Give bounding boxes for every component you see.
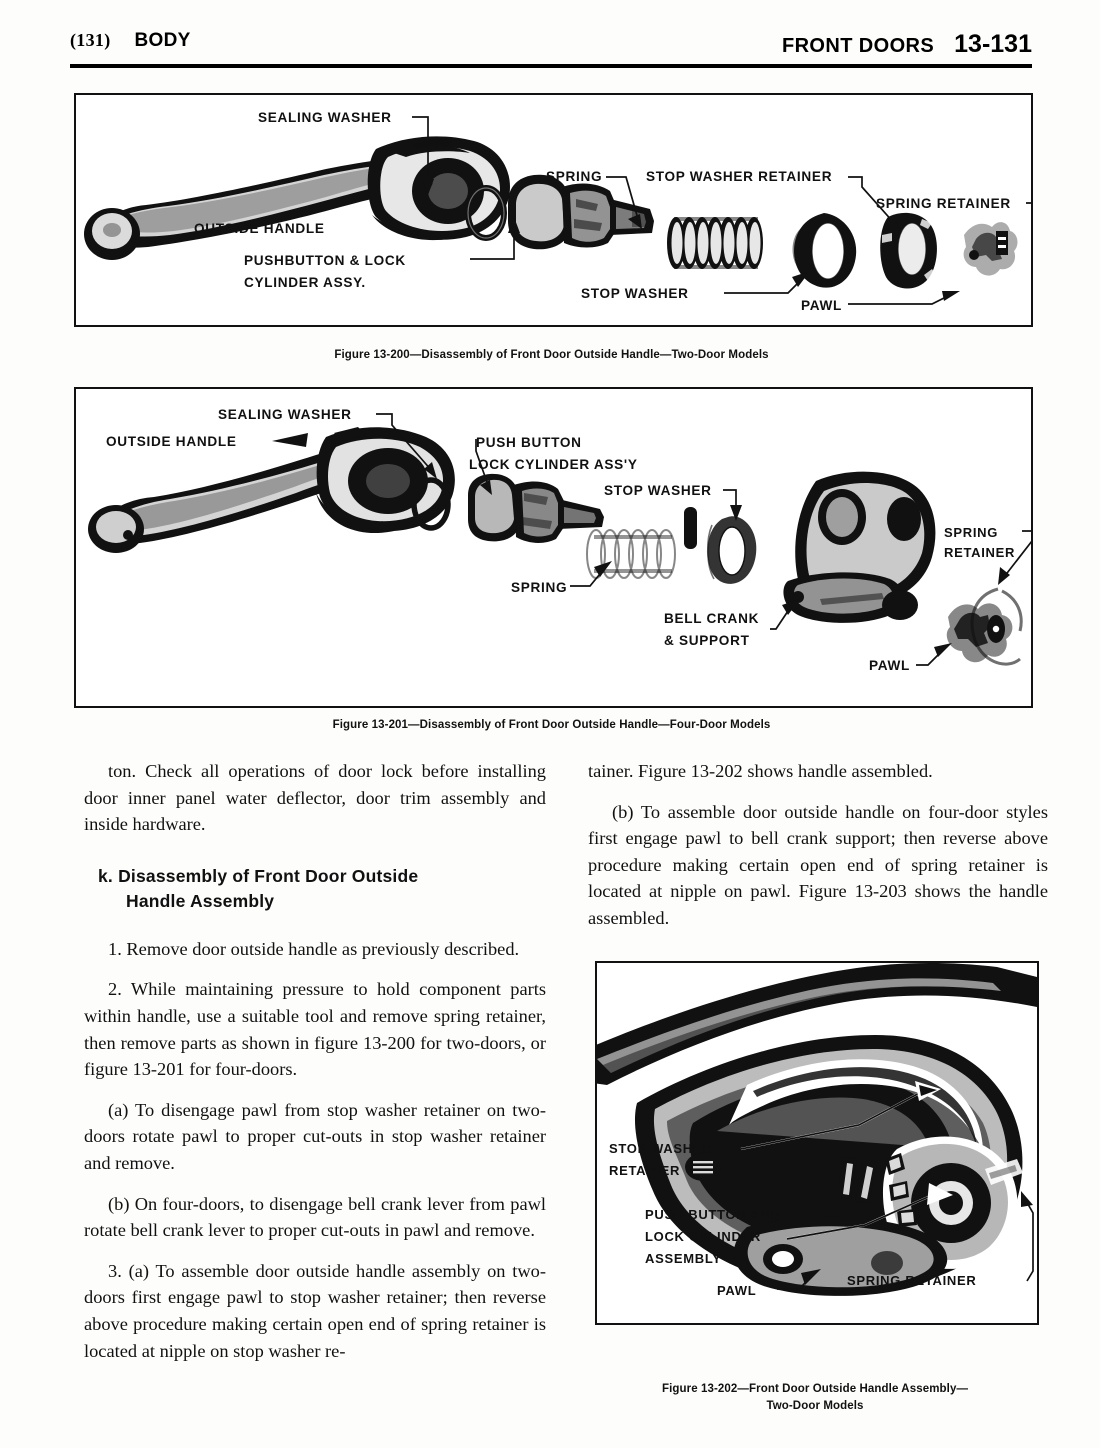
subheading-line-2: Handle Assembly <box>126 890 275 911</box>
label-spring: SPRING <box>546 169 603 184</box>
label-stop-washer-retainer-line2: RETAINER <box>609 1163 681 1178</box>
paragraph-step-1: 1. Remove door outside handle as previously described. <box>108 938 520 959</box>
label-pawl: PAWL <box>717 1283 757 1298</box>
label-stop-washer-retainer-line1: STOP WASHER <box>609 1141 713 1156</box>
figure-13-200-illustration <box>76 95 1031 325</box>
label-bell-crank-line1: BELL CRANK <box>664 611 760 626</box>
header-left <box>70 30 191 52</box>
subheading-marker: k. <box>98 865 113 886</box>
body-left-column <box>84 758 546 1378</box>
outside-handle-graphic <box>84 136 510 260</box>
subheading-k-disassembly <box>84 864 546 914</box>
label-outside-handle: OUTSIDE HANDLE <box>194 221 325 236</box>
label-spring-retainer: SPRING RETAINER <box>847 1273 977 1288</box>
pawl-graphic <box>964 222 1018 276</box>
label-bell-crank-line2: & SUPPORT <box>664 633 750 648</box>
label-spring-retainer-line2: RETAINER <box>944 545 1016 560</box>
header-rule <box>70 64 1032 68</box>
paragraph-step-2a: (a) To disengage pawl from stop washer retainer on two-doors rotate pawl to proper cut-outs in stop washer retainer and remove. <box>84 1099 546 1173</box>
label-spring-retainer-line1: SPRING <box>944 525 999 540</box>
figure-13-200 <box>74 93 1033 327</box>
label-spring: SPRING <box>511 580 568 595</box>
label-stop-washer: STOP WASHER <box>604 483 712 498</box>
pawl-graphic <box>947 603 1013 662</box>
label-sealing-washer: SEALING WASHER <box>258 110 392 125</box>
bell-crank-support-graphic <box>783 472 935 623</box>
label-pushbutton-lock-line1: PUSHBUTTON & LOCK <box>244 253 406 268</box>
body-right-column <box>588 758 1048 946</box>
label-pawl: PAWL <box>869 658 911 673</box>
stop-washer-pin-graphic <box>684 507 697 549</box>
handle-assembly-photo <box>597 963 1037 1296</box>
paragraph-step-2: 2. While maintaining pressure to hold component parts within handle, use a suitable tool and remove spring retainer, then remove parts as shown in figure 13-200 for two-doors, or figure 13-201 for four-doors. <box>84 979 546 1080</box>
figure-13-201 <box>74 387 1033 708</box>
figure-13-200-caption: Figure 13-200—Disassembly of Front Door Outside Handle—Two-Door Models <box>334 349 769 361</box>
label-pushbutton-lock-line2: CYLINDER ASSY. <box>244 275 366 290</box>
figure-13-201-illustration <box>76 389 1031 706</box>
figure-13-201-caption: Figure 13-201—Disassembly of Front Door Outside Handle—Four-Door Models <box>332 719 771 731</box>
label-push-button-line1: PUSH BUTTON <box>476 435 582 450</box>
paragraph-step-3b: (b) To assemble door outside handle on four-door styles first engage pawl to bell crank support; then reverse above procedure making certain open end of spring retainer is located at nipple on pawl. Figure 13-203 shows the handle assembled. <box>588 801 1048 928</box>
figure-13-202 <box>595 961 1039 1325</box>
figure-13-202-caption-line-1: Figure 13-202—Front Door Outside Handle Assembly— <box>661 1383 969 1395</box>
header-right <box>782 30 1032 59</box>
section-title: BODY <box>134 30 191 51</box>
subheading-line-1: Disassembly of Front Door Outside <box>118 865 419 886</box>
figure-13-202-caption-line-2: Two-Door Models <box>766 1399 864 1412</box>
pushbutton-lock-cylinder-graphic <box>508 175 654 250</box>
label-push-button-line2: LOCK CYLINDER <box>645 1229 761 1244</box>
label-push-button-line1: PUSH BUTTON AND <box>645 1207 781 1222</box>
label-pawl: PAWL <box>801 298 843 313</box>
folio-number: (131) <box>70 30 111 50</box>
stop-washer-graphic <box>708 516 757 584</box>
paragraph-step-3a: 3. (a) To assemble door outside handle assembly on two-doors first engage pawl to stop washer retainer; then reverse above procedure making certain open end of spring retainer is located at nipple on stop washer re- <box>84 1260 546 1361</box>
label-stop-washer: STOP WASHER <box>581 286 689 301</box>
spring-graphic <box>667 217 763 269</box>
label-push-button-line3: ASSEMBLY <box>645 1251 722 1266</box>
topic-title: FRONT DOORS <box>781 35 935 57</box>
label-spring-retainer: SPRING RETAINER <box>876 196 1011 211</box>
page-number: 13-131 <box>954 30 1032 58</box>
label-sealing-washer: SEALING WASHER <box>218 407 352 422</box>
paragraph-ton-check: ton. Check all operations of door lock before installing door inner panel water deflector, door trim assembly and inside hardware. <box>84 761 546 835</box>
figure-13-202-illustration <box>597 963 1037 1323</box>
label-stop-washer-retainer: STOP WASHER RETAINER <box>646 169 833 184</box>
paragraph-tainer-continued: tainer. Figure 13-202 shows handle assembled. <box>588 761 933 781</box>
label-push-button-line2: LOCK CYLINDER ASS'Y <box>469 457 638 472</box>
paragraph-step-2b: (b) On four-doors, to disengage bell crank lever from pawl rotate bell crank lever to proper cut-outs in pawl and remove. <box>84 1193 546 1241</box>
figure-13-202-caption <box>595 1381 1035 1414</box>
label-outside-handle: OUTSIDE HANDLE <box>106 434 237 449</box>
